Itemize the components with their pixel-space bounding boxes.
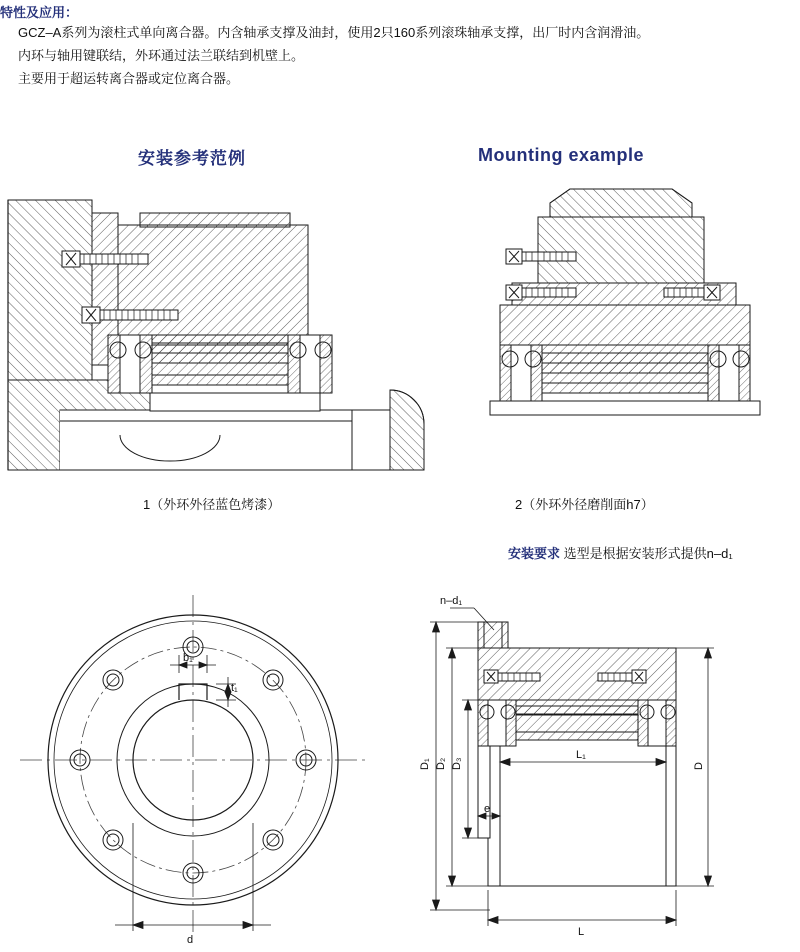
front-view-drawing xyxy=(20,595,410,947)
dimension-label-D1: D₁ xyxy=(419,758,431,770)
mounting-example-drawing-1 xyxy=(0,185,460,485)
figure-caption-1: 1（外环外径蓝色烤漆） xyxy=(143,497,281,512)
figure-caption-2: 2（外环外径磨削面h7） xyxy=(515,497,654,512)
dimension-label-b1: b₁ xyxy=(183,652,193,664)
mounting-example-heading-cn: 安装参考范例 xyxy=(138,149,246,168)
dimension-label-D3: D₃ xyxy=(451,757,463,770)
dimension-label-L: L xyxy=(578,926,585,938)
feature-paragraph-2: 内环与轴用键联结，外环通过法兰联结到机壁上。 xyxy=(18,48,305,63)
mounting-requirement-text: 选型是根据安装形式提供n–d₁ xyxy=(563,546,733,561)
dimension-label-L1: L₁ xyxy=(576,749,586,761)
feature-paragraph-1: GCZ–A系列为滚柱式单向离合器。内含轴承支撑及油封，使用2只160系列滚珠轴承支撑，出厂时内含润滑油。 xyxy=(18,25,650,40)
section-view-drawing xyxy=(410,590,800,948)
dimension-label-n-d1: n–d₁ xyxy=(440,595,463,607)
dimension-label-t1: t₁ xyxy=(231,682,238,694)
feature-paragraph-3: 主要用于超运转离合器或定位离合器。 xyxy=(18,71,240,86)
mounting-example-heading-en: Mounting example xyxy=(478,145,645,165)
dimension-label-d: d xyxy=(187,934,194,946)
mounting-example-drawing-2 xyxy=(460,185,800,485)
dimension-label-D2: D₂ xyxy=(435,757,447,770)
mounting-requirement xyxy=(508,543,733,562)
dimension-label-D: D xyxy=(693,762,705,770)
section-title: 特性及应用： xyxy=(0,5,79,20)
mounting-requirement-label: 安装要求 xyxy=(508,546,561,561)
dimension-label-e: e xyxy=(484,803,491,815)
